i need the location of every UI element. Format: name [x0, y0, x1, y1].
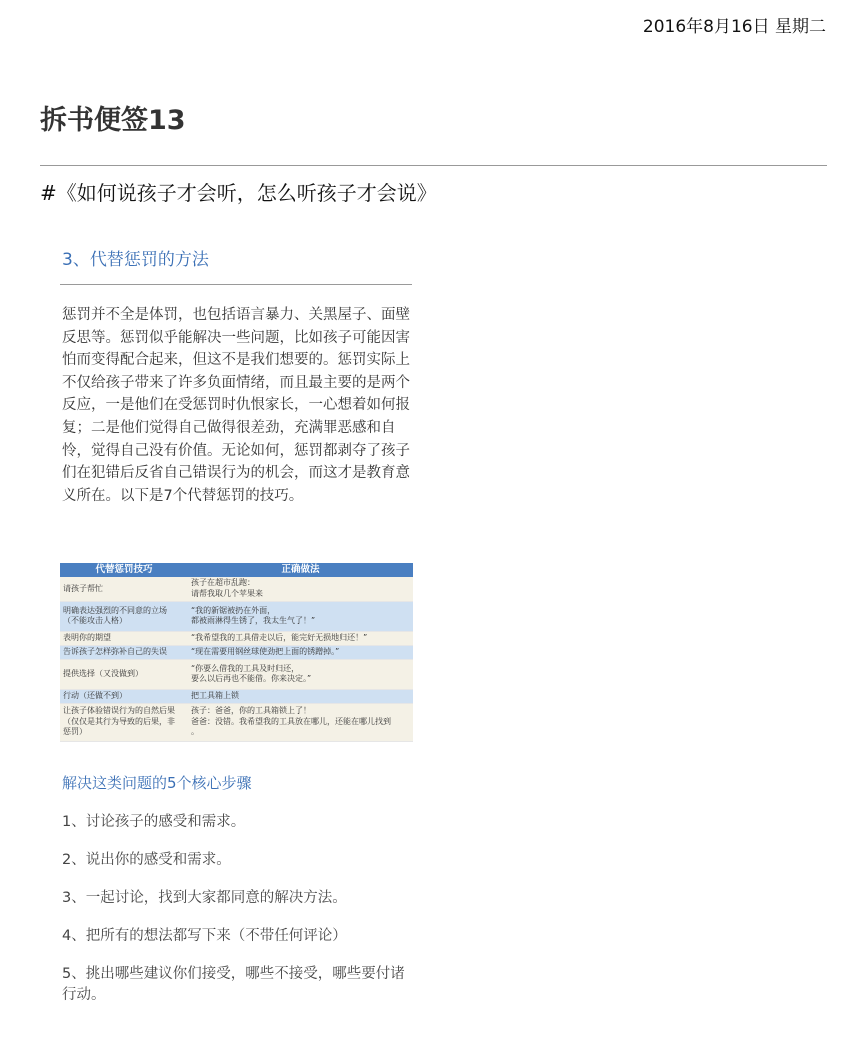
technique-cell: 让孩子体验错误行为的自然后果 （仅仅是其行为导致的后果，非 惩罚） [60, 703, 188, 741]
table-row [60, 631, 413, 645]
table-row [60, 645, 413, 659]
practice-cell: 孩子：爸爸，你的工具箱锁上了！ 爸爸：没错。我希望我的工具放在哪儿，还能在哪儿找到 。 [188, 703, 413, 741]
practice-cell: 孩子在超市乱跑： 请帮我取几个苹果来 [188, 577, 413, 601]
steps-title: 解决这类问题的5个核心步骤 [62, 774, 252, 792]
practice-cell: “现在需要用钢丝球使劲把上面的锈蹭掉。” [188, 645, 413, 659]
section-title: 3、代替惩罚的方法 [62, 250, 209, 270]
table-row [60, 703, 413, 741]
technique-cell: 行动（还做不到） [60, 689, 188, 703]
step-item: 3、一起讨论，找到大家都同意的解决方法。 [62, 890, 347, 906]
practice-cell: “我的新锯被扔在外面， 都被雨淋得生锈了，我太生气了！” [188, 601, 413, 631]
note-title: 拆书便签13 [40, 105, 186, 136]
title-divider [40, 165, 827, 166]
technique-cell: 请孩子帮忙 [60, 577, 188, 601]
technique-cell: 告诉孩子怎样弥补自己的失误 [60, 645, 188, 659]
technique-cell: 明确表达强烈的不同意的立场 （不能攻击人格） [60, 601, 188, 631]
note-date: 2016年8月16日 星期二 [642, 17, 826, 37]
technique-cell: 表明你的期望 [60, 631, 188, 645]
technique-cell: 提供选择（又没做到） [60, 659, 188, 689]
step-item: 5、挑出哪些建议你们接受，哪些不接受，哪些要付诸行动。 [62, 966, 405, 1003]
table-header-technique: 代替惩罚技巧 [60, 563, 188, 577]
step-item: 2、说出你的感受和需求。 [62, 852, 231, 868]
table-row [60, 689, 413, 703]
table-row [60, 659, 413, 689]
step-item: 4、把所有的想法都写下来（不带任何评论） [62, 928, 347, 944]
section-divider [60, 284, 412, 285]
embedded-page-image [42, 230, 422, 1020]
practice-cell: 把工具箱上锁 [188, 689, 413, 703]
section-paragraph: 惩罚并不全是体罚，也包括语言暴力、关黑屋子、面壁反思等。惩罚似乎能解决一些问题，比如孩子可能因害怕而变得配合起来，但这不是我们想要的。惩罚实际上不仅给孩子带来了许多负面情绪，而且最主要的是两个反应，一是他们在受惩罚时仇恨家长，一心想着如何报复；二是他们觉得自己做得很差劲，充满罪恶感和自怜，觉得自己没有价值。无论如何，惩罚都剥夺了孩子们在犯错后反省自己错误行为的机会，而这才是教育意义所在。以下是7个代替惩罚的技巧。 [62, 307, 410, 504]
techniques-table [60, 563, 413, 742]
table-row [60, 601, 413, 631]
table-header-practice: 正确做法 [188, 563, 413, 577]
book-title: #《如何说孩子才会听，怎么听孩子才会说》 [40, 181, 437, 205]
practice-cell: “你要么借我的工具及时归还， 要么以后再也不能借。你来决定。” [188, 659, 413, 689]
practice-cell: “我希望我的工具借走以后，能完好无损地归还！” [188, 631, 413, 645]
table-row [60, 577, 413, 601]
step-item: 1、讨论孩子的感受和需求。 [62, 814, 246, 830]
